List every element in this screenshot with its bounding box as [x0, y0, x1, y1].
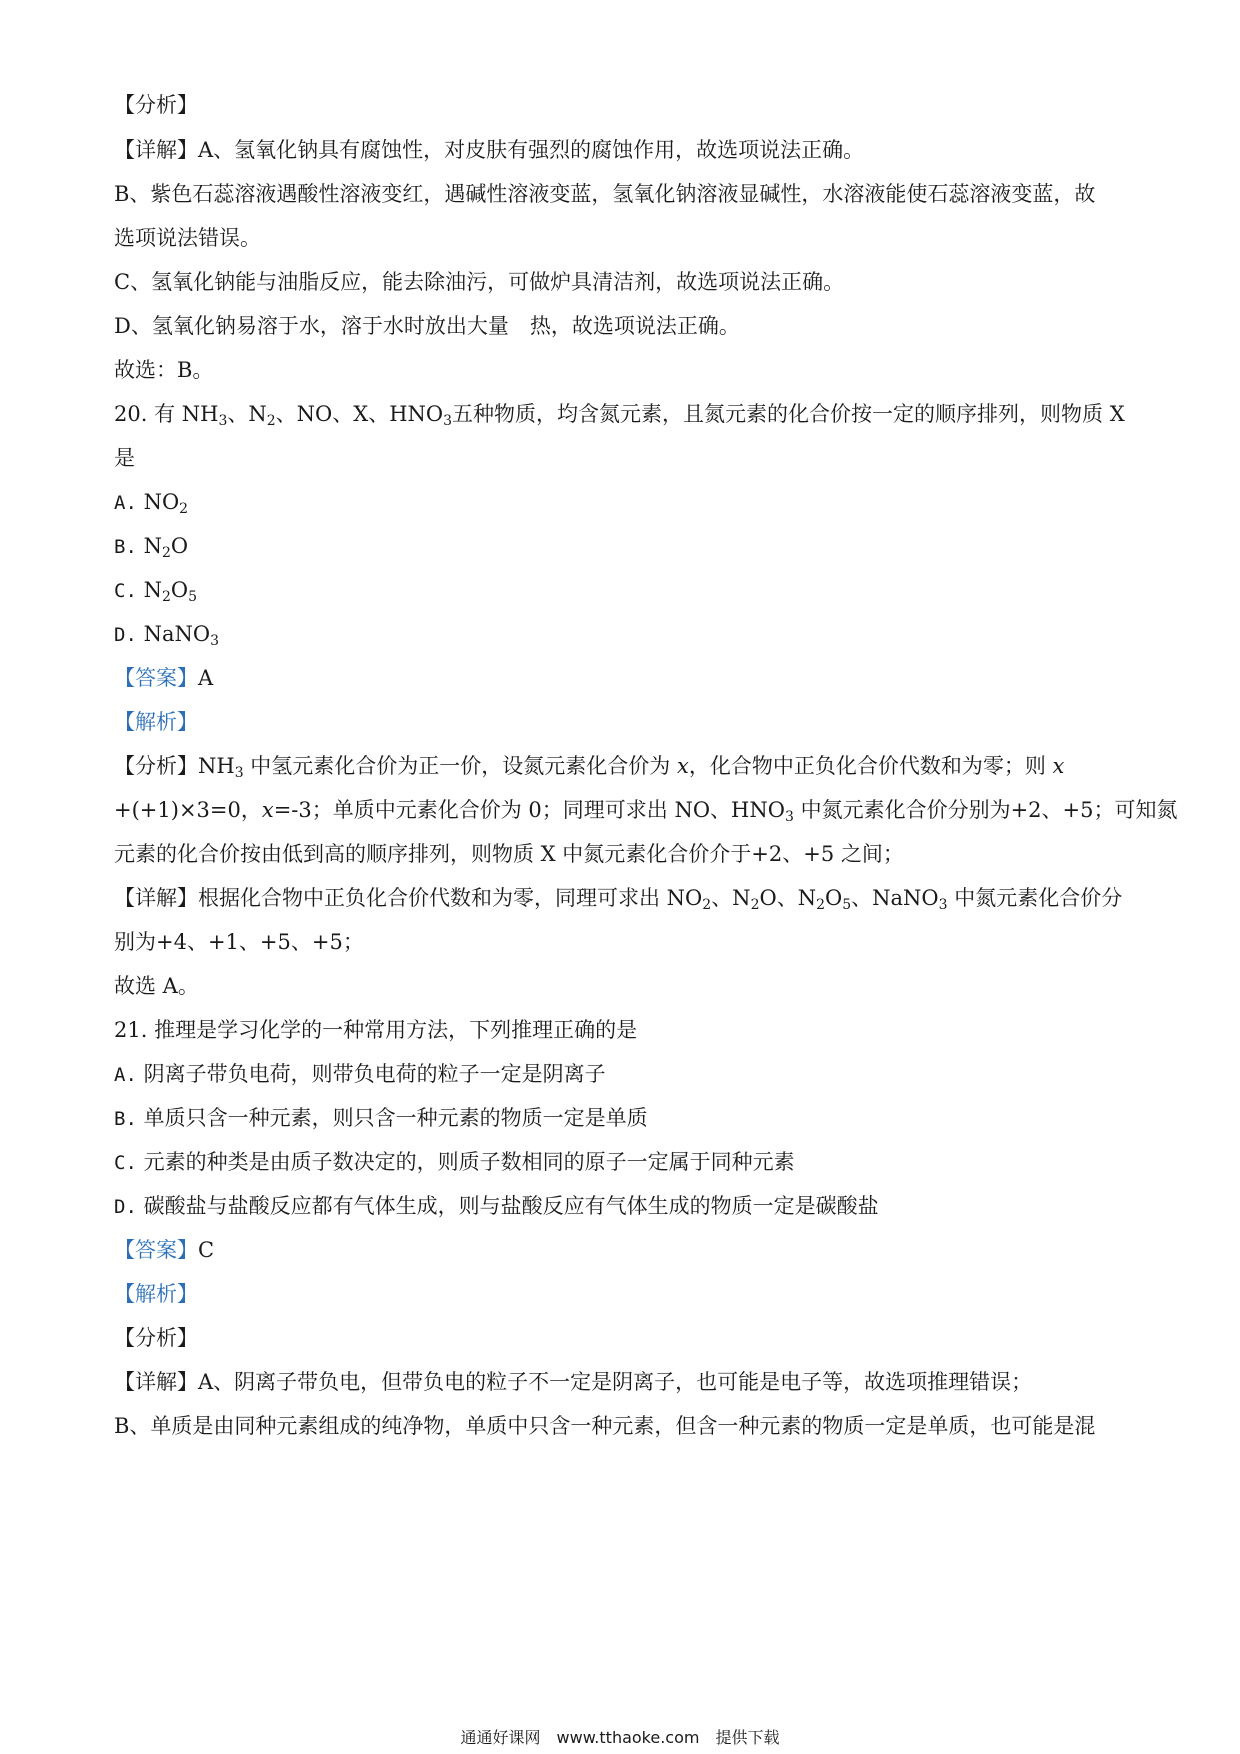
- q20-analysis-line1: [114, 751, 1129, 788]
- q19-detail-c: C、氢氧化钠能与油脂反应，能去除油污，可做炉具清洁剂，故选项说法正确。: [114, 270, 845, 294]
- option-letter: D.: [114, 1196, 137, 1218]
- option-text: O: [170, 578, 189, 602]
- q21-explain-heading: [114, 1279, 1129, 1309]
- stem-text: 、NO、X、HNO: [275, 402, 444, 426]
- subscript: 3: [938, 897, 948, 913]
- q21-detail-a: [114, 1367, 1129, 1397]
- analysis-text: +(+1)×3=0，: [114, 798, 262, 822]
- analysis-text: 中氢元素化合价为正一价，设氮元素化合价为: [243, 754, 677, 778]
- stem-text: 五种物质，均含氮元素，且氮元素的化合价按一定的顺序排列，则物质 X: [452, 402, 1125, 426]
- q21-option-c: [114, 1147, 1129, 1178]
- subscript: 2: [161, 545, 171, 561]
- analysis-text: =-3；单质中元素化合价为 0；同理可求出 NO、HNO: [273, 798, 785, 822]
- option-letter: A.: [114, 492, 137, 514]
- option-text: N: [136, 534, 162, 558]
- detail-text: A、阴离子带负电，但带负电的粒子不一定是阴离子，也可能是电子等，故选项推理错误；: [198, 1370, 1033, 1394]
- subscript: 3: [443, 413, 453, 429]
- q20-stem-line1: [114, 399, 1129, 436]
- option-letter: C.: [114, 1152, 137, 1174]
- option-text: O: [170, 534, 189, 558]
- option-letter: C.: [114, 580, 137, 602]
- detail-text: 根据化合物中正负化合价代数和为零，同理可求出 NO: [198, 886, 703, 910]
- answer-tag: 【答案】: [114, 1238, 198, 1262]
- q21-detail-b: B、单质是由同种元素组成的纯净物，单质中只含一种元素，但含一种元素的物质一定是单质，也可能是混: [114, 1414, 1096, 1438]
- q20-option-d: [114, 619, 1129, 656]
- q21-option-b: [114, 1103, 1129, 1134]
- explain-tag: 【解析】: [114, 710, 198, 734]
- q21-answer: [114, 1235, 1129, 1265]
- q20-analysis-line3: 元素的化合价按由低到高的顺序排列，则物质 X 中氮元素化合价介于+2、+5 之间；: [114, 842, 904, 866]
- analysis-text: NH: [198, 754, 235, 778]
- subscript: 2: [179, 501, 189, 517]
- q20-explain-heading: [114, 707, 1129, 737]
- option-letter: D.: [114, 624, 137, 646]
- detail-text: 中氮元素化合价分: [947, 886, 1123, 910]
- q21-stem: 21. 推理是学习化学的一种常用方法，下列推理正确的是: [114, 1018, 638, 1042]
- option-text: 阴离子带负电荷，则带负电荷的粒子一定是阴离子: [136, 1062, 606, 1086]
- q19-detail-b-line1: B、紫色石蕊溶液遇酸性溶液变红，遇碱性溶液变蓝，氢氧化钠溶液显碱性，水溶液能使石蕊溶液变蓝，故: [114, 182, 1096, 206]
- detail-tag: 【详解】: [114, 886, 198, 910]
- detail-tag: 【详解】: [114, 1370, 198, 1394]
- q20-detail-line1: [114, 883, 1129, 920]
- q20-option-a: [114, 487, 1129, 524]
- page-footer: 通通好课网 www.tthaoke.com 提供下载: [460, 1728, 780, 1747]
- q19-conclusion: 故选：B。: [114, 358, 214, 382]
- analysis-tag: 【分析】: [114, 1326, 198, 1350]
- detail-text: A、氢氧化钠具有腐蚀性，对皮肤有强烈的腐蚀作用，故选项说法正确。: [198, 138, 865, 162]
- variable-x: x: [1052, 754, 1065, 778]
- q21-option-a: [114, 1059, 1129, 1090]
- option-letter: B.: [114, 536, 137, 558]
- option-text: 单质只含一种元素，则只含一种元素的物质一定是单质: [136, 1106, 648, 1130]
- subscript: 5: [842, 897, 852, 913]
- analysis-text: 中氮元素化合价分别为+2、+5；可知氮: [793, 798, 1178, 822]
- subscript: 2: [750, 897, 760, 913]
- stem-text: 、N: [227, 402, 267, 426]
- detail-tag: 【详解】: [114, 138, 198, 162]
- analysis-tag: 【分析】: [114, 93, 198, 117]
- q20-option-b: [114, 531, 1129, 568]
- q20-analysis-line2: [114, 795, 1178, 832]
- q20-detail-line2: 别为+4、+1、+5、+5；: [114, 930, 364, 954]
- q21-option-d: [114, 1191, 1129, 1222]
- answer-tag: 【答案】: [114, 666, 198, 690]
- subscript: 3: [210, 633, 219, 649]
- subscript: 2: [266, 413, 276, 429]
- subscript: 3: [784, 809, 794, 825]
- q20-answer: [114, 663, 1129, 693]
- q20-option-c: [114, 575, 1129, 612]
- option-text: NaNO: [136, 622, 211, 646]
- subscript: 5: [188, 589, 198, 605]
- subscript: 3: [218, 413, 228, 429]
- q19-analysis-heading: [114, 90, 1129, 120]
- option-text: NO: [136, 490, 180, 514]
- option-letter: A.: [114, 1064, 137, 1086]
- q21-analysis-heading: [114, 1323, 1129, 1353]
- stem-text: 20. 有 NH: [114, 402, 219, 426]
- option-text: N: [136, 578, 162, 602]
- detail-text: O、N: [759, 886, 817, 910]
- q19-detail-b-line2: 选项说法错误。: [114, 226, 261, 250]
- detail-text: 、NaNO: [851, 886, 939, 910]
- variable-x: x: [261, 798, 274, 822]
- q20-stem-line2: 是: [114, 446, 135, 470]
- q19-detail-d: D、氢氧化钠易溶于水，溶于水时放出大量 热，故选项说法正确。: [114, 314, 740, 338]
- subscript: 2: [161, 589, 171, 605]
- q19-detail-a: [114, 135, 1129, 165]
- subscript: 3: [234, 765, 244, 781]
- option-letter: B.: [114, 1108, 137, 1130]
- subscript: 2: [816, 897, 825, 913]
- variable-x: x: [676, 754, 689, 778]
- analysis-text: ，化合物中正负化合价代数和为零；则: [688, 754, 1053, 778]
- analysis-tag: 【分析】: [114, 754, 198, 778]
- answer-value: C: [198, 1238, 215, 1262]
- option-text: 碳酸盐与盐酸反应都有气体生成，则与盐酸反应有气体生成的物质一定是碳酸盐: [136, 1194, 879, 1218]
- q20-conclusion: 故选 A。: [114, 974, 199, 998]
- answer-value: A: [198, 666, 214, 690]
- detail-text: O: [825, 886, 843, 910]
- option-text: 元素的种类是由质子数决定的，则质子数相同的原子一定属于同种元素: [136, 1150, 795, 1174]
- detail-text: 、N: [711, 886, 751, 910]
- explain-tag: 【解析】: [114, 1282, 198, 1306]
- subscript: 2: [702, 897, 712, 913]
